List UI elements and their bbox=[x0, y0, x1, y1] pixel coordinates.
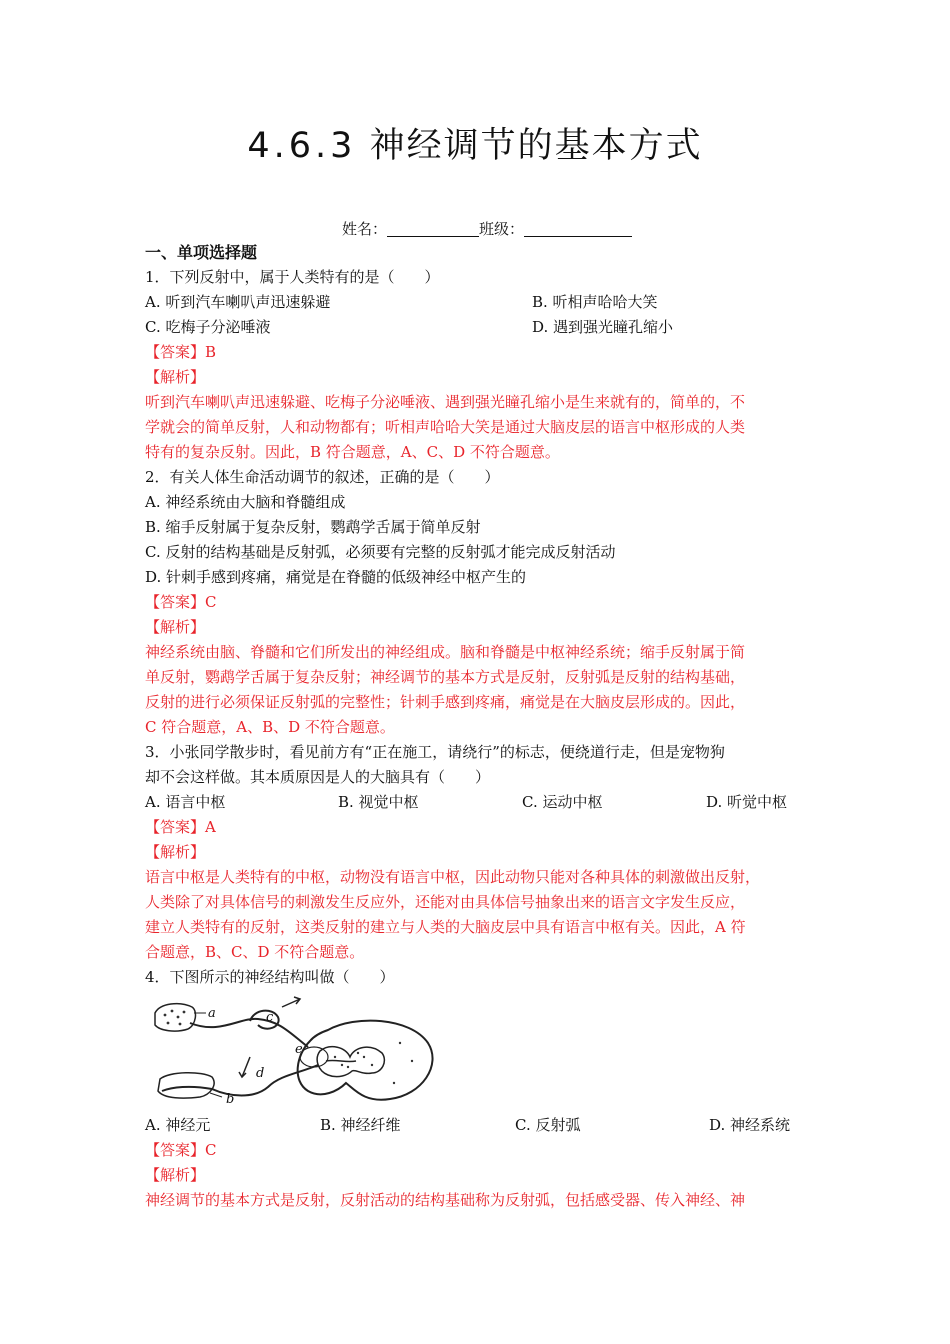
q3-analysis-line: 建立人类特有的反射，这类反射的建立与人类的大脑皮层中具有语言中枢有关。因此，A 符 bbox=[145, 918, 746, 936]
q4-option-c: C. 反射弧 bbox=[515, 1116, 581, 1134]
q3-stem-line: 3．小张同学散步时，看见前方有“正在施工，请绕行”的标志，便绕道行走，但是宠物狗 bbox=[145, 743, 725, 761]
q4-analysis-line: 神经调节的基本方式是反射，反射活动的结构基础称为反射弧，包括感受器、传入神经、神 bbox=[145, 1191, 746, 1209]
q3-option-d: D. 听觉中枢 bbox=[706, 793, 788, 811]
q4-option-a: A. 神经元 bbox=[145, 1116, 211, 1134]
q1-analysis-line: 听到汽车喇叭声迅速躲避、吃梅子分泌唾液、遇到强光瞳孔缩小是生来就有的，简单的，不 bbox=[145, 393, 746, 411]
q3-analysis-label: 【解析】 bbox=[145, 843, 206, 861]
figure-label-e: e bbox=[295, 1042, 303, 1057]
q2-analysis-line: 神经系统由脑、脊髓和它们所发出的神经组成。脑和脊髓是中枢神经系统；缩手反射属于简 bbox=[145, 643, 746, 661]
q3-answer: 【答案】A bbox=[145, 818, 216, 836]
q3-option-b: B. 视觉中枢 bbox=[338, 793, 419, 811]
q3-option-c: C. 运动中枢 bbox=[522, 793, 603, 811]
name-class-line bbox=[342, 218, 632, 239]
q2-analysis-label: 【解析】 bbox=[145, 618, 206, 636]
q4-option-b: B. 神经纤维 bbox=[320, 1116, 401, 1134]
q1-analysis-label: 【解析】 bbox=[145, 368, 206, 386]
q2-answer: 【答案】C bbox=[145, 593, 217, 611]
section-title: 一、单项选择题 bbox=[145, 243, 258, 262]
q1-option-d: D. 遇到强光瞳孔缩小 bbox=[532, 318, 674, 336]
page-title: 4.6.3 神经调节的基本方式 bbox=[247, 126, 703, 166]
q2-option-c: C. 反射的结构基础是反射弧，必须要有完整的反射弧才能完成反射活动 bbox=[145, 543, 616, 561]
q2-analysis-line: 反射的进行必须保证反射弧的完整性；针刺手感到疼痛，痛觉是在大脑皮层形成的。因此， bbox=[145, 693, 746, 711]
q3-option-a: A. 语言中枢 bbox=[145, 793, 226, 811]
q2-stem: 2．有关人体生命活动调节的叙述，正确的是（ ） bbox=[145, 468, 500, 486]
q3-analysis-line: 人类除了对具体信号的刺激发生反应外，还能对由具体信号抽象出来的语言文字发生反应， bbox=[145, 893, 746, 911]
q3-analysis-line: 合题意，B、C、D 不符合题意。 bbox=[145, 943, 365, 961]
name-label: 姓名： bbox=[342, 220, 388, 238]
q4-option-d: D. 神经系统 bbox=[709, 1116, 791, 1134]
q1-answer: 【答案】B bbox=[145, 343, 217, 361]
q4-stem: 4．下图所示的神经结构叫做（ ） bbox=[145, 968, 395, 986]
name-blank[interactable] bbox=[387, 220, 479, 237]
q2-option-d: D. 针刺手感到疼痛，痛觉是在脊髓的低级神经中枢产生的 bbox=[145, 568, 527, 586]
q1-option-a: A. 听到汽车喇叭声迅速躲避 bbox=[145, 293, 331, 311]
q1-option-c: C. 吃梅子分泌唾液 bbox=[145, 318, 271, 336]
q2-option-a: A. 神经系统由大脑和脊髓组成 bbox=[145, 493, 346, 511]
q2-option-b: B. 缩手反射属于复杂反射，鹦鹉学舌属于简单反射 bbox=[145, 518, 481, 536]
q2-analysis-line: 单反射，鹦鹉学舌属于复杂反射；神经调节的基本方式是反射，反射弧是反射的结构基础， bbox=[145, 668, 746, 686]
q1-stem: 1．下列反射中，属于人类特有的是（ ） bbox=[145, 268, 440, 286]
figure-label-b: b bbox=[226, 1092, 235, 1105]
figure-label-a: a bbox=[208, 1006, 216, 1021]
class-label: 班级： bbox=[479, 220, 525, 238]
q1-option-b: B. 听相声哈哈大笑 bbox=[532, 293, 658, 311]
q3-stem-line: 却不会这样做。其本质原因是人的大脑具有（ ） bbox=[145, 768, 491, 786]
reflex-arc-figure bbox=[150, 995, 440, 1105]
figure-label-c: c bbox=[266, 1010, 274, 1025]
q4-analysis-label: 【解析】 bbox=[145, 1166, 206, 1184]
q2-analysis-line: C 符合题意，A、B、D 不符合题意。 bbox=[145, 718, 395, 736]
q3-analysis-line: 语言中枢是人类特有的中枢，动物没有语言中枢，因此动物只能对各种具体的刺激做出反射， bbox=[145, 868, 761, 886]
figure-label-d: d bbox=[256, 1066, 265, 1081]
q1-analysis-line: 特有的复杂反射。因此，B 符合题意，A、C、D 不符合题意。 bbox=[145, 443, 560, 461]
q4-answer: 【答案】C bbox=[145, 1141, 217, 1159]
class-blank[interactable] bbox=[524, 220, 632, 237]
q1-analysis-line: 学就会的简单反射，人和动物都有；听相声哈哈大笑是通过大脑皮层的语言中枢形成的人类 bbox=[145, 418, 746, 436]
